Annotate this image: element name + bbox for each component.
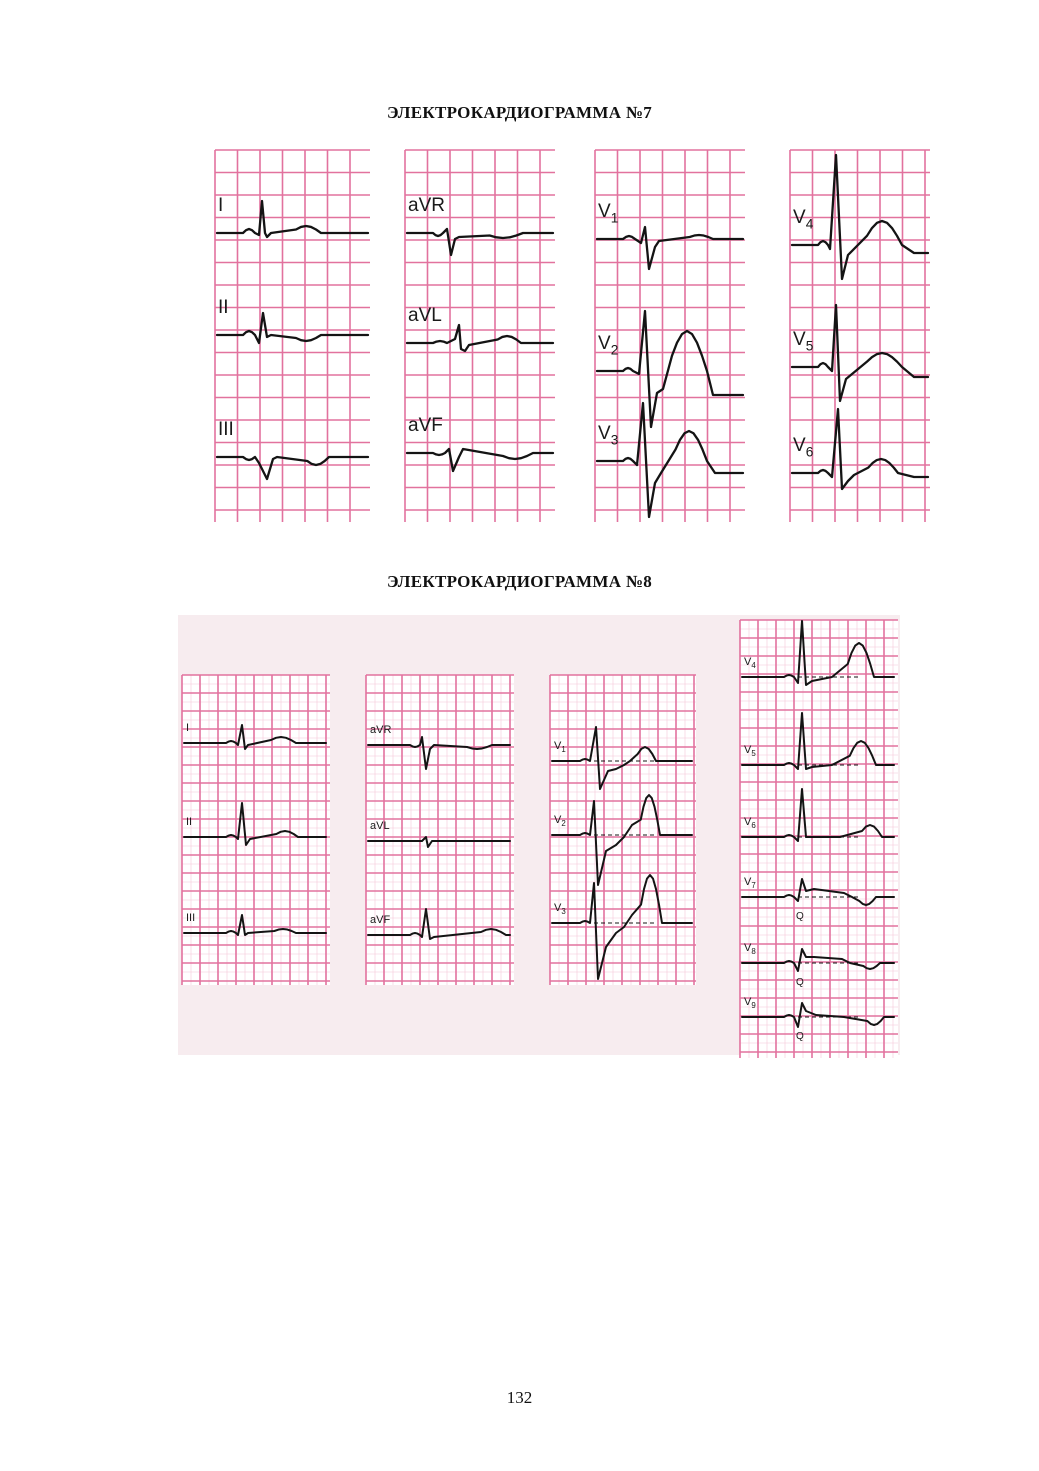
ecg7-lead-label-v6: $V_6$: [793, 435, 814, 460]
ecg8-q-marker-v9: Q: [796, 1031, 804, 1042]
ecg7-lead-label-v3: $V_3$: [598, 423, 619, 448]
ecg8-grid-4: [740, 620, 898, 1058]
ecg7-lead-label-v4: $V_4$: [793, 207, 814, 232]
ecg8-lead-label-i: I: [186, 722, 190, 734]
ecg8-title: ЭЛЕКТРОКАРДИОГРАММА №8: [386, 572, 653, 591]
ecg8-lead-label-v4: $V_4$: [744, 656, 756, 671]
ecg8-q-marker-v7: Q: [796, 911, 804, 922]
ecg7-lead-label-i: I: [218, 195, 224, 216]
ecg8-lead-label-avf: aVF: [370, 914, 391, 926]
ecg7-lead-label-v1: $V_1$: [598, 201, 619, 226]
ecg7-lead-label-v5: $V_5$: [793, 329, 814, 354]
ecg8-lead-label-v6: $V_6$: [744, 816, 756, 831]
ecg7-grid-4: [790, 150, 930, 522]
ecg7-figure: [205, 145, 935, 525]
ecg7-lead-label-avf: aVF: [408, 415, 443, 436]
ecg8-lead-label-iii: III: [186, 912, 196, 924]
ecg7-title: ЭЛЕКТРОКАРДИОГРАММА №7: [386, 103, 653, 122]
ecg8-grid-1: [182, 675, 330, 985]
ecg8-lead-label-v7: $V_7$: [744, 876, 756, 891]
ecg8-lead-label-avr: aVR: [370, 724, 392, 736]
ecg8-lead-label-v5: $V_5$: [744, 744, 756, 759]
ecg8-lead-label-v2: $V_2$: [554, 814, 566, 829]
ecg8-lead-label-ii: II: [186, 816, 193, 828]
ecg8-lead-label-v3: $V_3$: [554, 902, 566, 917]
ecg7-lead-label-avl: aVL: [408, 305, 442, 326]
ecg7-grid-3: [595, 150, 745, 522]
ecg8-lead-label-v1: $V_1$: [554, 740, 566, 755]
ecg8-lead-label-v9: $V_9$: [744, 996, 756, 1011]
ecg7-lead-label-avr: aVR: [408, 195, 445, 216]
ecg8-lead-label-avl: aVL: [370, 820, 390, 832]
ecg8-q-marker-v8: Q: [796, 977, 804, 988]
ecg7-lead-label-ii: II: [218, 297, 229, 318]
ecg8-figure: [178, 615, 900, 1063]
ecg7-lead-label-iii: III: [218, 419, 234, 440]
ecg8-grid-3: [550, 675, 696, 985]
page-number: 132: [506, 1388, 533, 1407]
ecg8-lead-label-v8: $V_8$: [744, 942, 756, 957]
ecg7-lead-label-v2: $V_2$: [598, 333, 619, 358]
